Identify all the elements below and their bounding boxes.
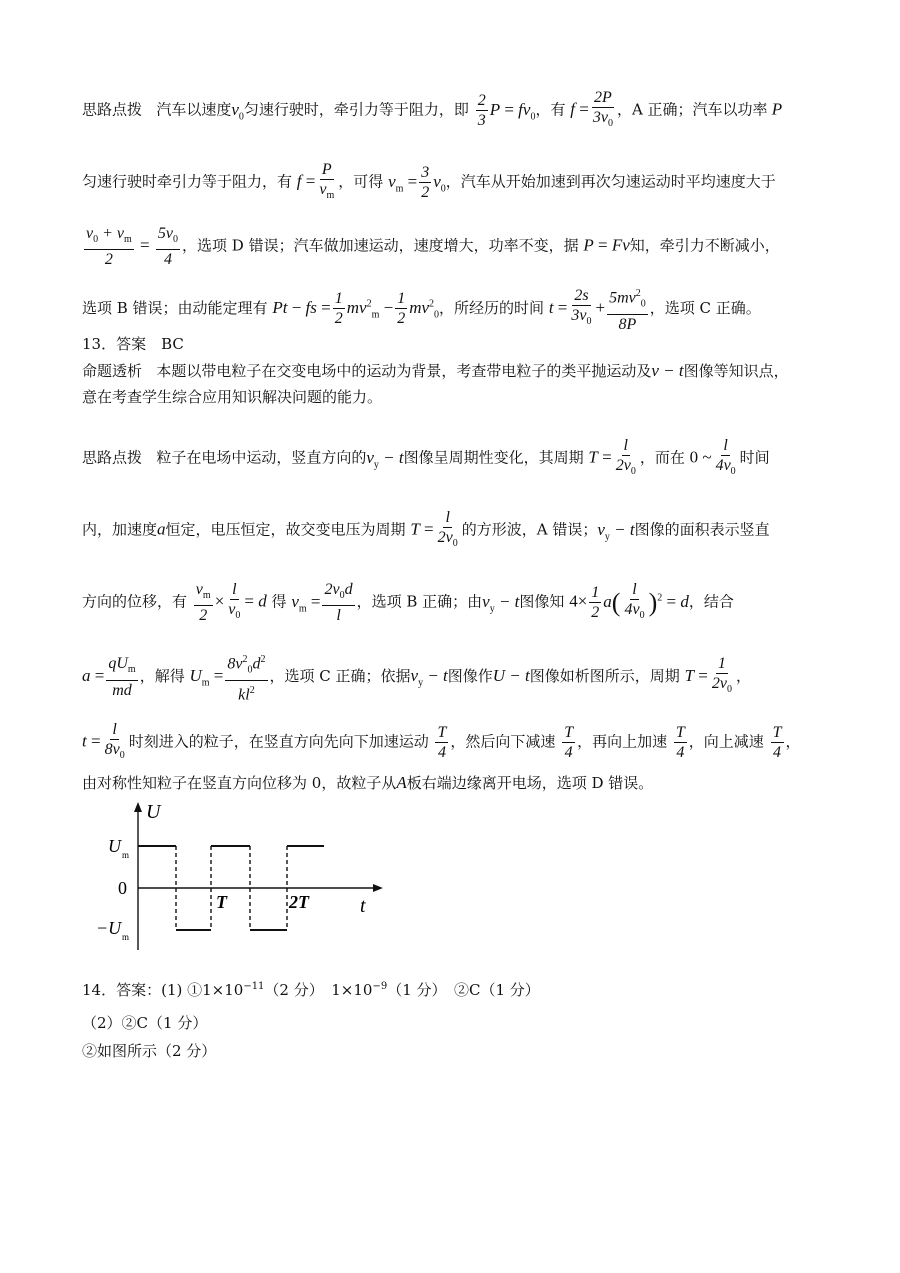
um-label: U — [108, 836, 121, 856]
q14-line-3: ②如图所示（2 分） — [82, 1042, 217, 1060]
q13-line-3: 方向的位移，有 $\frac{v_m}{2}$ × $\frac{l}{v_0}$ = d 得 $v_m$ = $\frac{2v_0d}{l}$ ，选项 B 正确；由$v_y - t$图像知 4× $\frac{1}{2}$ a( $\frac{l}{4v_0}$ )$^2$ = d，结合 — [82, 581, 734, 625]
q13-answer: 13．答案 BC — [82, 335, 184, 353]
p1-line-2: 匀速行驶时牵引力等于阻力，有 f = $\frac{P}{v_m}$ ，可得 $v_m$ = $\frac{3}{2}$ $v_0$，汽车从开始加速到再次匀速运动时平均速度大于 — [82, 161, 776, 202]
p1-label: 思路点拨 — [82, 100, 143, 119]
t-label: T — [216, 892, 227, 912]
q14-line-2: （2）②C（1 分） — [82, 1014, 208, 1032]
q13-line-2: 内，加速度a恒定，电压恒定，故交变电压为周期 T = $\frac{l}{2v_0}$ 的方形波，A 错误；$v_y - t$图像的面积表示竖直 — [82, 509, 770, 550]
2t-label: 2T — [289, 892, 309, 912]
x-axis-label: t — [360, 895, 366, 917]
y-axis-arrow — [134, 802, 142, 812]
q13-line-4: a = $qU_m$ md ，解得 $U_m$ = $\frac{8v^2_0d^2}{kl^2}$ ，选项 C 正确；依据$v_y - t$图像作U − t图像如析图所示，周期 T = $\frac{1}{2v_0}$ ， — [82, 650, 830, 704]
p1-line-4: 选项 B 错误；由动能定理有 Pt − fs = $\frac{1}{2}$ $mv^2_m$ − $\frac{1}{2}$ $mv^2_0$，所经历的时间 t = $\frac{2s}{3v_0}$ + $\frac{5mv^2_0}{8P}$ ，选项 C 正确。 — [82, 284, 830, 334]
p1-line-3: $\frac{v_0 + v_m}{2}$ = $\frac{5v_0}{4}$ ，选项 D 错误；汽车做加速运动，速度增大，功率不变，据 P = Fv知，牵引力不断减小， — [86, 225, 780, 269]
p1-line-1: 思路点拨 汽车以速度$v_0$匀速行驶时，牵引力等于阻力，即 $\frac{2}{3}$ $P = fv_0$，有 f = $\frac{2P}{3v_0}$ ，A 正确；汽车以功率 P — [82, 89, 783, 130]
neg-um-sub: m — [122, 932, 130, 942]
q13-line-6: 由对称性知粒子在竖直方向位移为 0，故粒子从A板右端边缘离开电场，选项 D 错误。 — [82, 773, 654, 792]
neg-um-label: −U — [96, 918, 122, 938]
q13-line-1: 思路点拨 粒子在电场中运动，竖直方向的$v_y - t$图像呈周期性变化，其周期 T = $\frac{l}{2v_0}$ ，而在 0 ~ $\frac{l}{4v_0}$ 时间 — [82, 437, 770, 478]
q14-line-1: 14．答案：(1) $①1\times 10^{-11}(2$ 分） $1\times 10^{-9}(1$ 分） ②C（1 分） — [82, 981, 540, 999]
u-t-square-wave-diagram — [88, 800, 388, 960]
q13-intent-line-1: 命题透析 本题以带电粒子在交变电场中的运动为背景，考查带电粒子的类平抛运动及v − t图像等知识点， — [82, 361, 789, 380]
zero-label: 0 — [118, 878, 127, 898]
x-axis-arrow — [373, 884, 383, 892]
y-axis-label: U — [146, 801, 161, 823]
q13-line-5: t = $\frac{l}{8v_0}$ 时刻进入的粒子，在竖直方向先向下加速运动 $\frac{T}{4}$ ，然后向下减速 $\frac{T}{4}$ ，再向上加速 $\frac{T}{4}$ ，向上减速 $\frac{T}{4}$ ， — [82, 721, 801, 762]
um-sub: m — [122, 850, 130, 860]
q13-intent-line-2: 意在考查学生综合应用知识解决问题的能力。 — [82, 388, 383, 406]
